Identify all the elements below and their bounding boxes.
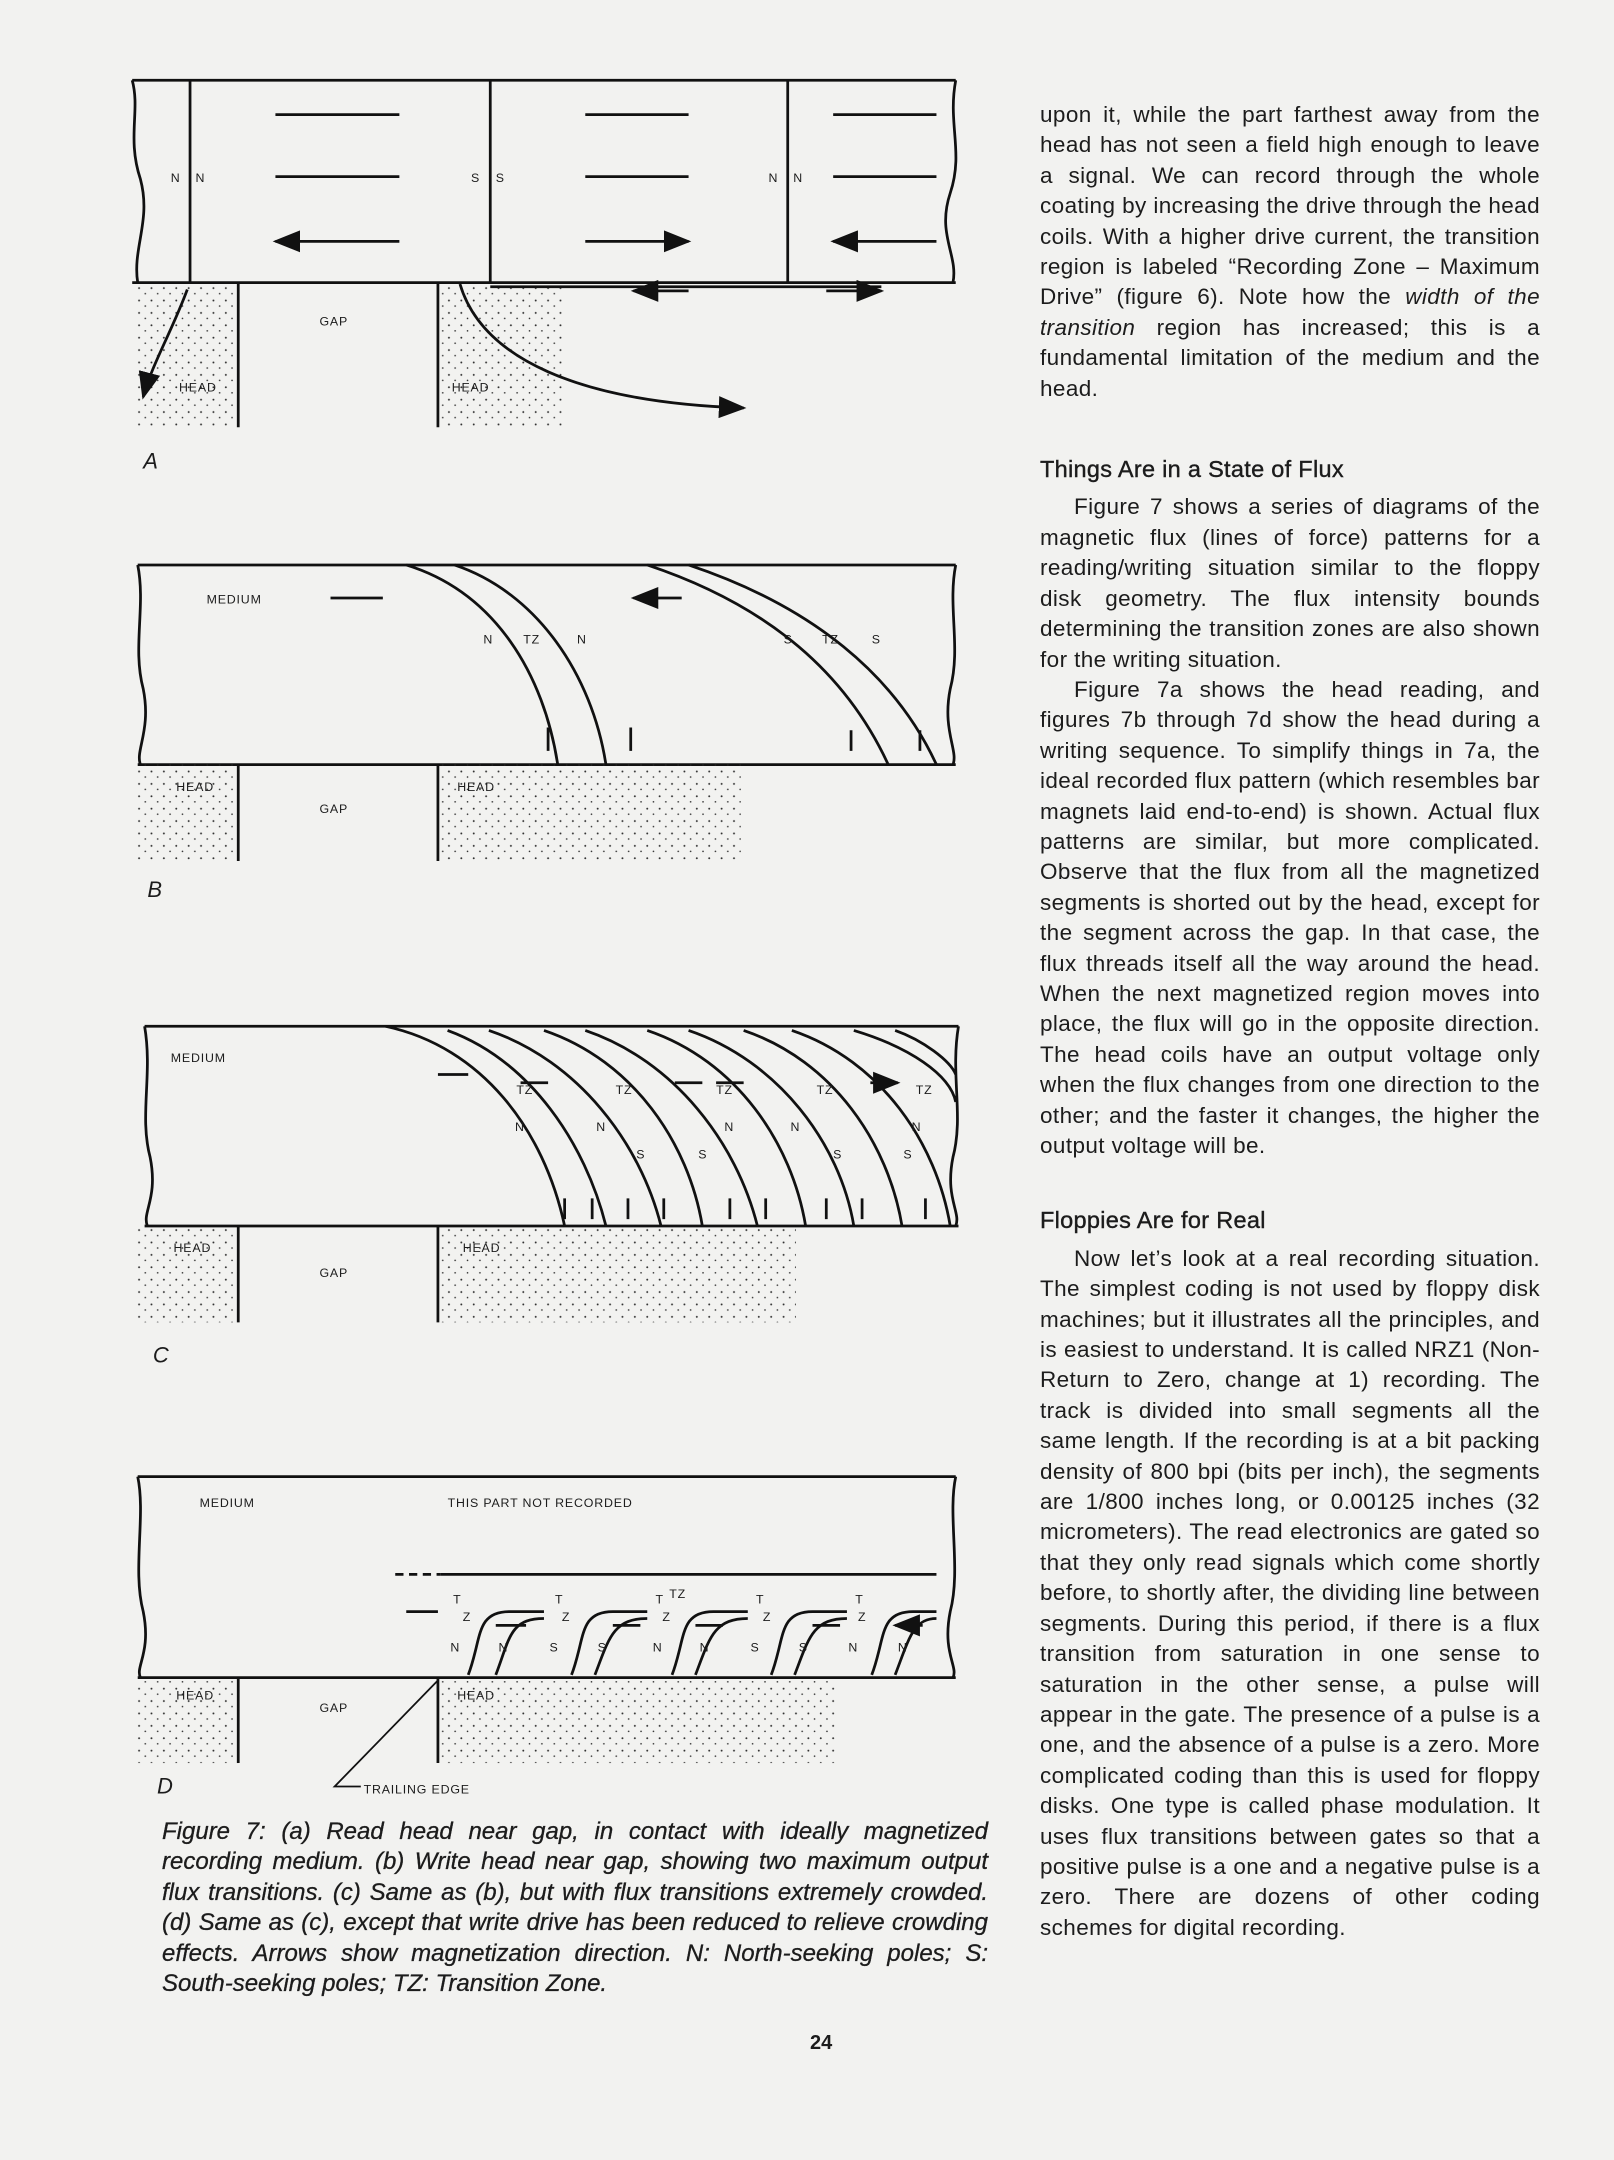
tz-label: TZ (615, 1082, 633, 1097)
text-column (1040, 100, 1540, 1943)
flux-label: S (871, 632, 881, 647)
n-label: N (596, 1119, 607, 1134)
tz-label: TZ (516, 1082, 534, 1097)
section-heading: Things Are in a State of Flux (1040, 456, 1344, 483)
tz-label: TZ (716, 1082, 733, 1097)
trailing-edge-label: TRAILING EDGE (363, 1782, 470, 1797)
gap-label: GAP (319, 1265, 349, 1280)
medium-label: MEDIUM (199, 1495, 255, 1510)
tz-label: TZ (669, 1586, 687, 1601)
head-label: HEAD (462, 1241, 501, 1256)
tz-label: TZ (915, 1082, 933, 1097)
panel-b (138, 565, 956, 861)
pole-label: N (793, 171, 803, 186)
n-label: N (790, 1119, 801, 1134)
paragraph: Now let’s look at a real recording situation. The simplest coding is not used by floppy disk machines; but it illustrates all the principles, and is easiest to understand. It is called NRZ1 (Non-Return to Zero, change at 1) recording. The track is divided into small segments all the same length. If the recording is at a bit packing density of 800 bpi (bits per inch), the segments are 1/800 inches long, or 0.00125 inches (32 micrometers). The read electronics are gated so that they only read signals which come shortly before, to shortly after, the dividing line between segments. During this period, if there is a flux transition from saturation in one sense to saturation in the other sense, a pulse will appear in the gate. The presence of a pulse is a one, and the absence of a pulse is a zero. More complicated coding than this is used for floppy disks. One type is called phase modulation. It uses flux transitions between gates so that a positive pulse is a one and a negative pulse is a zero. There are dozens of other coding schemes for digital recording. (1040, 1245, 1540, 1940)
head-label: HEAD (176, 779, 214, 794)
n-label: N (911, 1119, 922, 1134)
pole-label: S (495, 171, 505, 186)
pole-label: N (848, 1640, 859, 1655)
not-recorded-label: THIS PART NOT RECORDED (447, 1495, 633, 1510)
paragraph (1040, 100, 1540, 404)
pole-label: S (750, 1640, 760, 1655)
pole-label: N (450, 1640, 461, 1655)
head-label: HEAD (457, 779, 495, 794)
gap-label: GAP (319, 1701, 349, 1716)
head-label: HEAD (457, 1688, 495, 1703)
z-label: Z (762, 1610, 772, 1625)
page-number: 24 (810, 2032, 833, 2054)
t-label: T (655, 1592, 664, 1607)
panel-letter: C (152, 1342, 169, 1368)
figure-caption: Figure 7: (a) Read head near gap, in contact with ideally magnetized recording medium. (b) Write head near gap, showing two maximum output flux transitions. (c) Same as (b), but with flux transitions extremely crowded. (d) Same as (c), except that write drive has been reduced to relieve crowding effects. Arrows show magnetization direction. N: North-seeking poles; S: South-seeking poles; TZ: Transition Zone. (162, 1818, 988, 1998)
pole-label: S (549, 1640, 559, 1655)
tz-label: TZ (816, 1082, 834, 1097)
s-label: S (903, 1147, 913, 1162)
gap-label: GAP (319, 801, 349, 816)
pole-label: N (699, 1640, 710, 1655)
head-label: HEAD (179, 380, 217, 395)
paragraph-text: upon it, while the part farthest away from the head has not seen a field high enough to leave a signal. We can record through the whole coating by increasing the drive through the head coils. With a higher drive current, the transition region is labeled “Recording Zone – Maximum Drive” (figure 6). Note how the (1040, 102, 1540, 310)
z-label: Z (662, 1610, 671, 1625)
panel-letter: D (156, 1773, 173, 1799)
t-label: T (855, 1592, 864, 1607)
t-label: T (453, 1592, 462, 1607)
pole-label: N (170, 171, 181, 186)
pole-label: N (195, 171, 206, 186)
panel-d (138, 1477, 956, 1787)
pole-label: N (652, 1640, 663, 1655)
medium-label: MEDIUM (206, 592, 262, 607)
z-label: Z (462, 1610, 472, 1625)
n-label: N (724, 1119, 735, 1134)
z-label: Z (561, 1610, 571, 1625)
pole-label: N (768, 171, 779, 186)
panel-c (138, 1026, 959, 1322)
flux-label: S (783, 632, 793, 647)
s-label: S (636, 1147, 646, 1162)
pole-label: N (498, 1640, 509, 1655)
section-heading: Floppies Are for Real (1040, 1207, 1266, 1234)
medium-label: MEDIUM (170, 1051, 226, 1066)
pole-label: S (798, 1640, 808, 1655)
gap-label: GAP (319, 314, 349, 329)
paragraph-text: region has increased; this is a fundamental limitation of the medium and the head. (1040, 314, 1540, 401)
paragraph: Figure 7 shows a series of diagrams of the magnetic flux (lines of force) patterns for a reading/writing situation similar to the floppy disk geometry. The flux intensity bounds determining the transition zones are also shown for the writing situation. (1040, 494, 1540, 672)
pole-label: N (897, 1640, 908, 1655)
head-label: HEAD (451, 380, 490, 395)
head-label: HEAD (176, 1688, 214, 1703)
t-label: T (756, 1592, 765, 1607)
panel-a (132, 80, 956, 427)
flux-label: TZ (822, 632, 839, 647)
paragraph: Figure 7a shows the head reading, and figures 7b through 7d show the head during a writing sequence. To simplify things in 7a, the ideal recorded flux pattern (which resembles bar magnets laid end-to-end) is shown. Actual flux patterns are similar, but more complicated. Observe that the flux from all the magnetized segments is shorted out by the head, except for the segment across the gap. In that case, the flux threads itself all the way around the head. When the next magnetized region moves into place, the flux will go in the opposite direction. The head coils have an output voltage only when the flux changes from one direction to the other; and the faster it changes, the higher the output voltage will be. (1040, 676, 1540, 1158)
head-label: HEAD (173, 1241, 212, 1256)
panel-letter: A (143, 448, 158, 474)
flux-label: TZ (523, 632, 541, 647)
n-label: N (515, 1119, 525, 1134)
s-label: S (833, 1147, 843, 1162)
flux-label: N (483, 632, 494, 647)
flux-label: N (577, 632, 587, 647)
z-label: Z (857, 1610, 867, 1625)
s-label: S (698, 1147, 708, 1162)
emphasis: width of the transition (1040, 284, 1540, 340)
panel-letter: B (147, 876, 163, 902)
pole-label: S (597, 1640, 607, 1655)
t-label: T (554, 1592, 564, 1607)
pole-label: S (470, 171, 481, 186)
